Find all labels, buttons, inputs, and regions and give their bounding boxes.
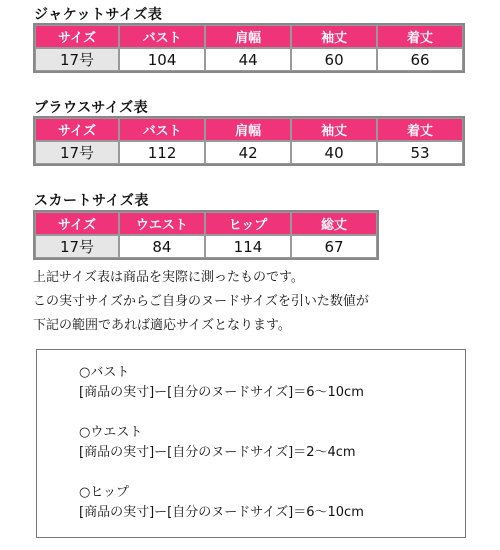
- header-cell-length: 総丈: [291, 212, 377, 235]
- table-header-row: [35, 118, 463, 141]
- guide-formula-hip: [商品の実寸]ー[自分のヌードサイズ]＝6～10cm: [79, 505, 364, 520]
- size-cell: 17号: [35, 235, 119, 258]
- bust-cell: 104: [119, 48, 205, 71]
- note-line: 下記の範囲であれば適応サイズとなります。: [33, 318, 291, 333]
- guide-label-waist: ○ウエスト: [79, 425, 143, 440]
- header-cell-waist: ウエスト: [119, 212, 205, 235]
- header-cell-size: サイズ: [35, 118, 119, 141]
- note-line: 上記サイズ表は商品を実際に測ったものです。: [33, 270, 304, 285]
- length-cell: 53: [377, 141, 463, 164]
- sleeve-cell: 60: [291, 48, 377, 71]
- header-cell-size: サイズ: [35, 212, 119, 235]
- guide-label-hip: ○ヒップ: [79, 485, 129, 500]
- blouse-size-title: ブラウスサイズ表: [34, 100, 149, 116]
- guide-formula-bust: [商品の実寸]ー[自分のヌードサイズ]＝6～10cm: [79, 385, 364, 400]
- table-row: [35, 48, 463, 71]
- size-cell: 17号: [35, 48, 119, 71]
- bust-cell: 112: [119, 141, 205, 164]
- guide-formula-waist: [商品の実寸]ー[自分のヌードサイズ]＝2～4cm: [79, 445, 356, 460]
- header-cell-sleeve: 袖丈: [291, 118, 377, 141]
- header-cell-shoulder: 肩幅: [205, 25, 291, 48]
- shoulder-cell: 42: [205, 141, 291, 164]
- length-cell: 67: [291, 235, 377, 258]
- header-cell-size: サイズ: [35, 25, 119, 48]
- skirt-size-title: スカートサイズ表: [34, 193, 149, 209]
- length-cell: 66: [377, 48, 463, 71]
- jacket-size-table: [33, 23, 465, 73]
- note-line: この実寸サイズからご自身のヌードサイズを引いた数値が: [33, 294, 369, 309]
- waist-cell: 84: [119, 235, 205, 258]
- size-cell: 17号: [35, 141, 119, 164]
- table-header-row: [35, 25, 463, 48]
- skirt-size-table: [33, 210, 379, 260]
- header-cell-length: 着丈: [377, 25, 463, 48]
- header-cell-sleeve: 袖丈: [291, 25, 377, 48]
- guide-label-bust: ○バスト: [79, 365, 130, 380]
- size-guide-box: [36, 349, 466, 538]
- hip-cell: 114: [205, 235, 291, 258]
- sleeve-cell: 40: [291, 141, 377, 164]
- header-cell-bust: バスト: [119, 25, 205, 48]
- header-cell-shoulder: 肩幅: [205, 118, 291, 141]
- table-row: [35, 141, 463, 164]
- table-row: [35, 235, 377, 258]
- jacket-size-title: ジャケットサイズ表: [34, 7, 163, 23]
- blouse-size-table: [33, 116, 465, 166]
- shoulder-cell: 44: [205, 48, 291, 71]
- header-cell-length: 着丈: [377, 118, 463, 141]
- header-cell-hip: ヒップ: [205, 212, 291, 235]
- header-cell-bust: バスト: [119, 118, 205, 141]
- table-header-row: [35, 212, 377, 235]
